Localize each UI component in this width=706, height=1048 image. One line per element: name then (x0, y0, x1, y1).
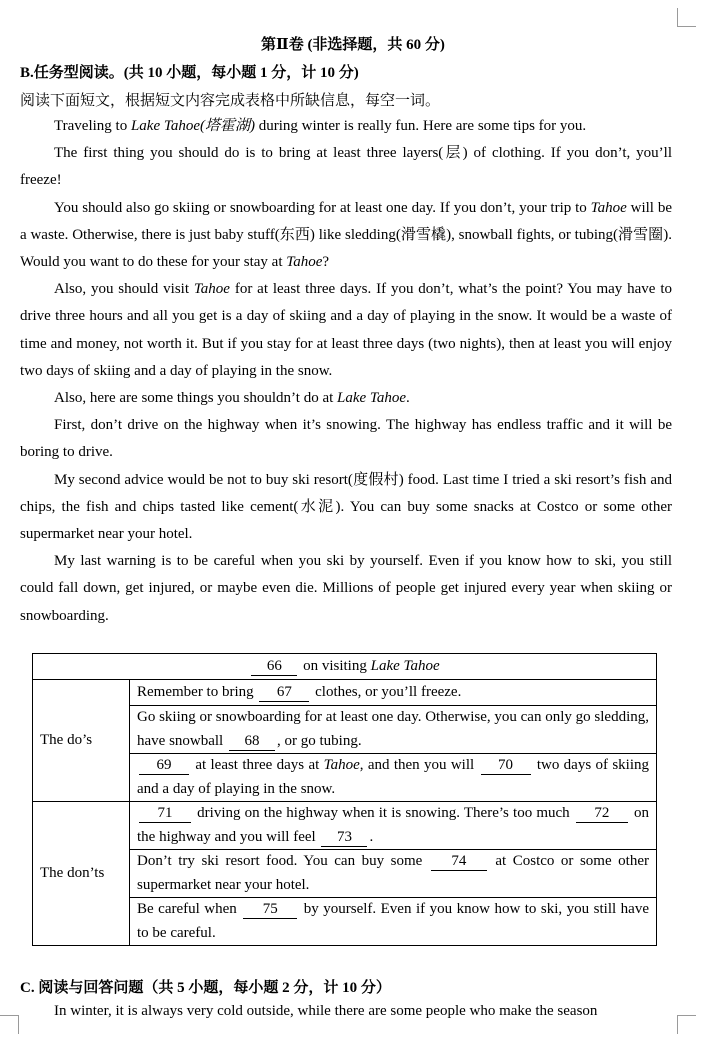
answer-blank-66[interactable]: 66 (251, 658, 297, 676)
table-cell: Be careful when 75 by yourself. Even if you know how to ski, you still have to be careful. (130, 898, 657, 946)
paragraph-1: Traveling to Lake Tahoe(塔霍湖) during winter is really fun. Here are some tips for you. (54, 118, 587, 134)
table-row (33, 680, 657, 706)
answer-blank-73[interactable]: 73 (321, 829, 367, 847)
reading-passage (20, 113, 672, 630)
answer-blank-75[interactable]: 75 (243, 901, 297, 919)
table-cell: Go skiing or snowboarding for at least one day. Otherwise, you can only go sledding, have snowball 68 , or go tubing. (130, 706, 657, 754)
place-name: Lake Tahoe (337, 390, 407, 407)
paragraph-4: Also, you should visit Tahoe for at least three days. If you don’t, what’s the point? You may have to drive three hours and all you get is a day of skiing and a day of playing in the snow. It would be a waste of time and money, not worth it. But if you stay for at least three days (two nights), then at least you will enjoy two days of skiing and a day of playing in the snow. (20, 281, 672, 379)
page-title: 第Ⅱ卷 (非选择题，共 60 分) (261, 37, 445, 53)
paragraph-2: The first thing you should do is to bring at least three layers(层) of clothing. If you don’t, you’ll freeze! (20, 145, 672, 189)
answer-blank-72[interactable]: 72 (576, 805, 628, 823)
table-cell: Remember to bring 67 clothes, or you’ll freeze. (130, 680, 657, 706)
paragraph-7: My second advice would be not to buy ski resort(度假村) food. Last time I tried a ski resort’s fish and chips, the fish and chips tasted like cement(水泥). You can buy some snacks at Costco or some other supermarket near your hotel. (20, 471, 672, 543)
instructions: 阅读下面短文，根据短文内容完成表格中所缺信息，每空一词。 (20, 93, 441, 109)
table-cell: 71 driving on the highway when it is snowing. There’s too much 72 on the highway and you will feel 73 . (130, 802, 657, 850)
answer-blank-67[interactable]: 67 (259, 684, 309, 702)
answer-blank-70[interactable]: 70 (481, 757, 531, 775)
table-cell: 69 at least three days at Tahoe, and then you will 70 two days of skiing and a day of playing in the snow. (130, 754, 657, 802)
corner-mark-bottom-left (0, 1015, 19, 1034)
paragraph-3: You should also go skiing or snowboarding for at least one day. If you don’t, your trip to Tahoe will be a waste. Otherwise, there is just baby stuff(东西) like sledding(滑雪橇), snowball fights, or tubing(滑雪圈). Would you want to do these for your stay at Tahoe? (20, 199, 672, 271)
answer-blank-68[interactable]: 68 (229, 733, 275, 751)
table-header: 66 on visiting Lake Tahoe (33, 654, 657, 680)
task-table (32, 653, 657, 946)
table-cell: Don’t try ski resort food. You can buy some 74 at Costco or some other supermarket near your hotel. (130, 850, 657, 898)
paragraph-6: First, don’t drive on the highway when it’s snowing. The highway has endless traffic and it will be boring to drive. (20, 417, 672, 461)
paragraph-5: Also, here are some things you shouldn’t do at Lake Tahoe. (54, 390, 410, 407)
answer-blank-71[interactable]: 71 (139, 805, 191, 823)
donts-label: The don’ts (33, 802, 130, 946)
table-header-row (33, 654, 657, 680)
place-name: Lake Tahoe(塔霍湖) (130, 118, 255, 134)
section-c-first-line: In winter, it is always very cold outside, while there are some people who make the season (54, 1003, 598, 1019)
corner-mark-bottom-right (677, 1015, 696, 1034)
place-name: Tahoe (193, 281, 230, 298)
paragraph-8: My last warning is to be careful when you ski by yourself. Even if you know how to ski, you still could fall down, get injured, or maybe even die. Millions of people get injured every year when skiing or snowboarding. (20, 553, 672, 624)
section-b-heading: B.任务型阅读。(共 10 小题，每小题 1 分，计 10 分) (20, 65, 359, 81)
place-name: Tahoe (590, 199, 627, 216)
corner-mark-top-right (677, 8, 696, 27)
section-c-heading: C. 阅读与回答问题（共 5 小题，每小题 2 分，计 10 分） (20, 980, 391, 996)
answer-blank-69[interactable]: 69 (139, 757, 189, 775)
place-name: Tahoe (286, 254, 323, 271)
answer-blank-74[interactable]: 74 (431, 853, 487, 871)
dos-label: The do’s (33, 680, 130, 802)
table-row (33, 802, 657, 850)
